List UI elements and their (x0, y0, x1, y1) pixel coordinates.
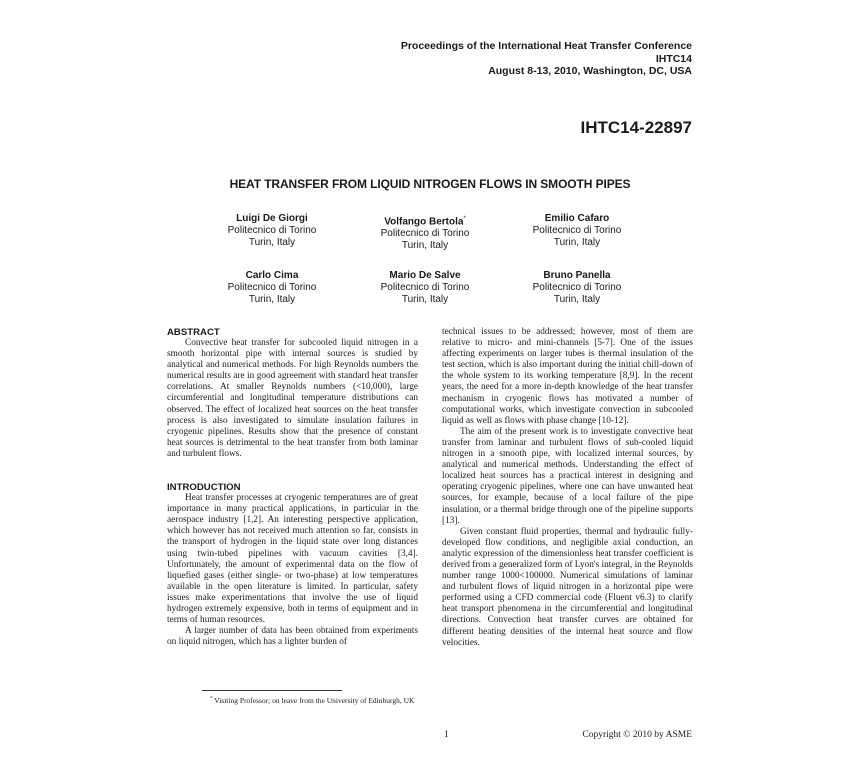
copyright-notice: Copyright © 2010 by ASME (582, 730, 692, 740)
author-affiliation: Politecnico di Torino (532, 225, 622, 236)
author-affiliation: Politecnico di Torino (532, 282, 622, 293)
author-name: Emilio Cafaro (544, 213, 610, 224)
footnote-mark: * (210, 696, 213, 702)
paper-id: IHTC14-22897 (580, 118, 692, 137)
conference-dates-location: August 8-13, 2010, Washington, DC, USA (488, 65, 692, 77)
author-city: Turin, Italy (248, 294, 296, 305)
intro-paragraph: Heat transfer processes at cryogenic temperatures are of great importance in many practical applications, in particular in the aerospace industry [1,2]. An interesting perspective application, which however has not received much attention so far, consists in the transport of hydrogen in the liquid state over long distances using twin-tubed pipelines with vacuum cavities [3,4]. Unfortunately, the amount of experimental data on the flow of liquefied gases (either single- or two-phase) at low temperatures available in the open literature is limited. In particular, safety issues make experimentations that involve the use of liquid hydrogen extremely expensive, both in terms of equipment and in terms of human resources. (167, 493, 418, 626)
author-city: Turin, Italy (401, 240, 449, 252)
author-city: Turin, Italy (553, 294, 601, 305)
intro-paragraph: A larger number of data has been obtained from experiments on liquid nitrogen, which has a lighter burden of (167, 626, 418, 648)
page-number: 1 (444, 730, 449, 740)
left-column (167, 327, 418, 648)
intro-paragraph: Given constant fluid properties, thermal and hydraulic fully-developed flow conditions, and negligible axial conduction, an analytic expression of the dimensionless heat transfer coefficient is derived from a generalized form of Lyon's integral, in the Reynolds number range 1000<100000. Numerical simulations of laminar and turbulent flows of liquid nitrogen in a horizontal pipe were performed using a CFD commercial code (Fluent v6.3) to clarify heat transport phenomena in the circumferential and longitudinal directions. Convection heat transfer curves are obtained for different heating densities of the internal heat source and flow velocities. (442, 526, 693, 648)
paper-title: HEAT TRANSFER FROM LIQUID NITROGEN FLOWS IN SMOOTH PIPES (229, 177, 631, 191)
footnote-text: Visiting Professor; on leave from the University of Edinburgh, UK (214, 696, 415, 705)
author-block (192, 213, 352, 249)
footnote-divider (202, 690, 342, 691)
author-name: Bruno Panella (543, 270, 611, 281)
author-affiliation: Politecnico di Torino (227, 225, 317, 236)
conference-name: Proceedings of the International Heat Transfer Conference (400, 40, 692, 52)
intro-paragraph: The aim of the present work is to investigate convective heat transfer from laminar and turbulent flows of sub-cooled liquid nitrogen in a smooth pipe, with localized internal sources, by analytical and numerical methods. Understanding the effect of localized heat sources has a practical interest in designing and operating cryogenic pipelines, where one can have unwanted heat sources, for example, because of a local failure of the pipe insulation, or a thermal bridge through one of the pipeline supports [13]. (442, 426, 693, 526)
author-city: Turin, Italy (553, 237, 601, 248)
author-block (497, 270, 657, 306)
introduction-heading: INTRODUCTION (167, 482, 241, 494)
author-city: Turin, Italy (248, 237, 296, 248)
author-name: Carlo Cima (245, 270, 299, 281)
author-name: Mario De Salve (389, 270, 461, 281)
author-city: Turin, Italy (401, 294, 449, 305)
author-block (345, 213, 505, 252)
author-affiliation: Politecnico di Torino (227, 282, 317, 293)
author-name: Volfango Bertola (384, 216, 464, 228)
author-name: Luigi De Giorgi (236, 213, 308, 224)
author-affiliation: Politecnico di Torino (380, 282, 470, 293)
abstract-text: Convective heat transfer for subcooled liquid nitrogen in a smooth horizontal pipe with internal sources is studied by analytical and numerical methods. For high Reynolds numbers the numerical results are in good agreement with standard heat transfer correlations. At smaller Reynolds numbers (<10,000), large circumferential and longitudinal temperature distributions can observed. The effect of localized heat sources on the heat transfer process is also investigated to simulate insulation failures in cryogenic pipelines. Results show that the presence of constant heat sources is detrimental to the heat transfer from both laminar and turbulent flows. (167, 338, 418, 459)
conference-header (292, 40, 692, 78)
author-block (497, 213, 657, 249)
author-block (192, 270, 352, 306)
conference-id: IHTC14 (655, 52, 692, 65)
footnote (210, 696, 414, 705)
author-footnote-mark: * (463, 216, 466, 222)
author-block (345, 270, 505, 306)
abstract-heading: ABSTRACT (167, 327, 220, 338)
intro-paragraph: technical issues to be addressed; however, most of them are relative to micro- and mini-channels [5-7]. One of the issues affecting experiments on larger tubes is thermal insulation of the test section, which is also important during the initial chill-down of the whole system to its working temperature [8,9]. In the recent years, the need for a more in-depth knowledge of the heat transfer mechanism in cryogenic flows has motivated a number of computational works, which investigate convection in subcooled liquid as well as flows with phase change [10-12]. (442, 327, 693, 426)
author-affiliation: Politecnico di Torino (380, 228, 470, 240)
right-column (442, 327, 693, 649)
